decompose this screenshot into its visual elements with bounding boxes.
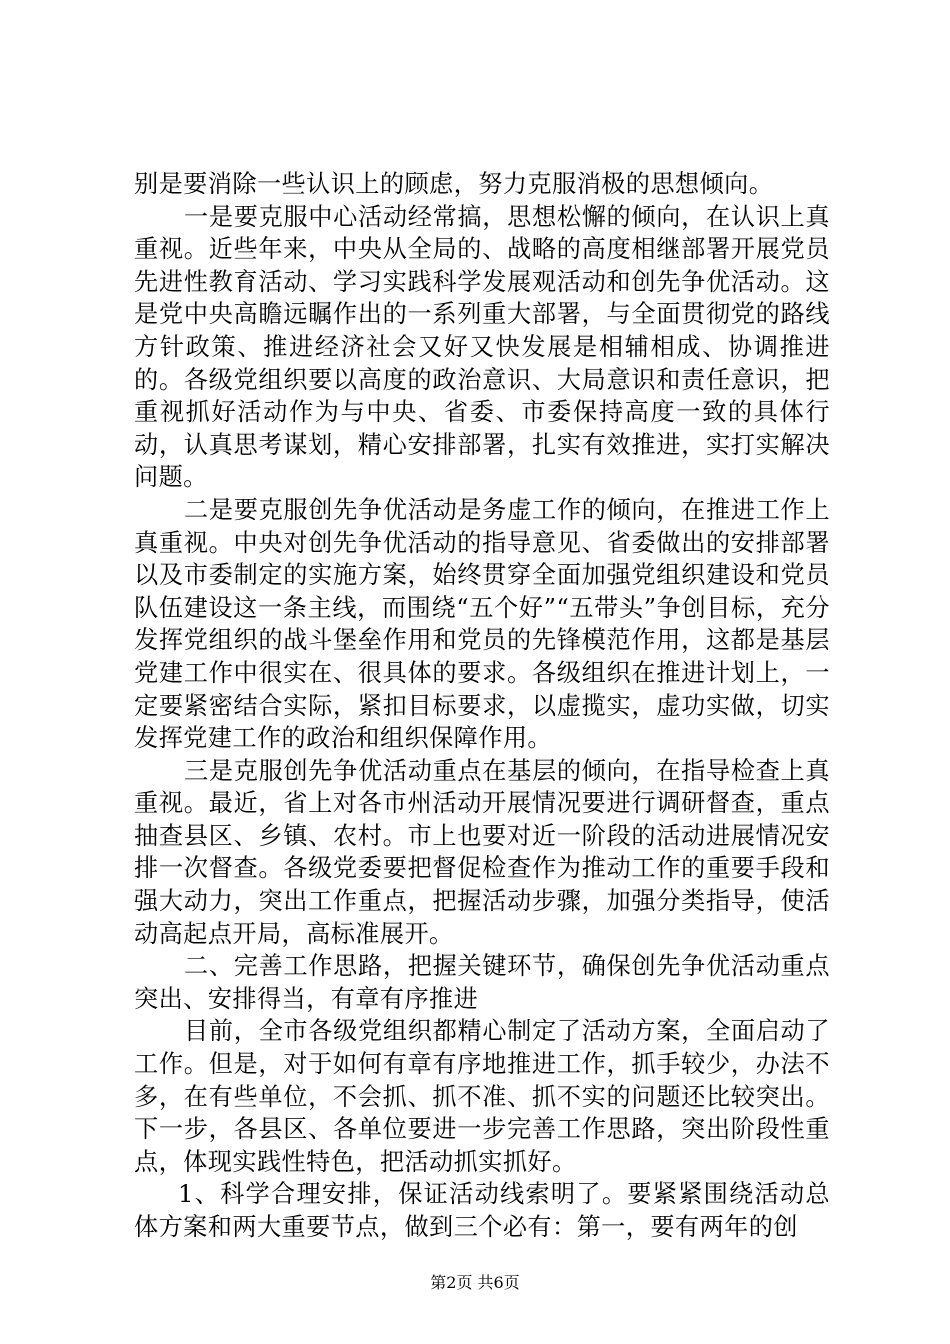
- paragraph-3: 二是要克服创先争优活动是务虚工作的倾向，在推进工作上真重视。中央对创先争优活动的指导意见、省委做出的安排部署以及市委制定的实施方案，始终贯穿全面加强党组织建设和党员队伍建设这一条主线，而围绕“五个好”“五带头”争创目标，充分发挥党组织的战斗堡垒作用和党员的先锋模范作用，这都是基层党建工作中很实在、很具体的要求。各级组织在推进计划上，一定要紧密结合实际，紧扣目标要求，以虚揽实，虚功实做，切实发挥党建工作的政治和组织保障作用。: [134, 495, 830, 753]
- paragraph-6: 1、科学合理安排，保证活动线索明了。要紧紧围绕活动总体方案和两大重要节点，做到三个必有：第一，要有两年的创: [134, 1180, 830, 1241]
- page-number: 第2页 共6页: [430, 1273, 520, 1292]
- paragraph-5: 目前，全市各级党组织都精心制定了活动方案，全面启动了工作。但是，对于如何有章有序地推进工作，抓手较少，办法不多，在有些单位，不会抓、抓不准、抓不实的问题还比较突出。下一步，各县区、各单位要进一步完善工作思路，突出阶段性重点，体现实践性特色，把活动抓实抓好。: [134, 1017, 830, 1176]
- section-heading-2: 二、完善工作思路，把握关键环节，确保创先争优活动重点突出、安排得当，有章有序推进: [134, 952, 830, 1013]
- page-footer: [0, 1270, 950, 1293]
- paragraph-1: 别是要消除一些认识上的顾虑，努力克服消极的思想倾向。: [134, 170, 774, 198]
- paragraph-4: 三是克服创先争优活动重点在基层的倾向，在指导检查上真重视。最近，省上对各市州活动开展情况要进行调研督查，重点抽查县区、乡镇、农村。市上也要对近一阶段的活动进展情况安排一次督查。各级党委要把督促检查作为推动工作的重要手段和强大动力，突出工作重点，把握活动步骤，加强分类指导，使活动高起点开局，高标准展开。: [134, 756, 830, 948]
- document-body: [134, 168, 830, 1244]
- paragraph-2: 一是要克服中心活动经常搞，思想松懈的倾向，在认识上真重视。近些年来，中央从全局的、战略的高度相继部署开展党员先进性教育活动、学习实践科学发展观活动和创先争优活动。这是党中央高瞻远瞩作出的一系列重大部署，与全面贯彻党的路线方针政策、推进经济社会又好又快发展是相辅相成、协调推进的。各级党组织要以高度的政治意识、大局意识和责任意识，把重视抓好活动作为与中央、省委、市委保持高度一致的具体行动，认真思考谋划，精心安排部署，扎实有效推进，实打实解决问题。: [134, 202, 830, 492]
